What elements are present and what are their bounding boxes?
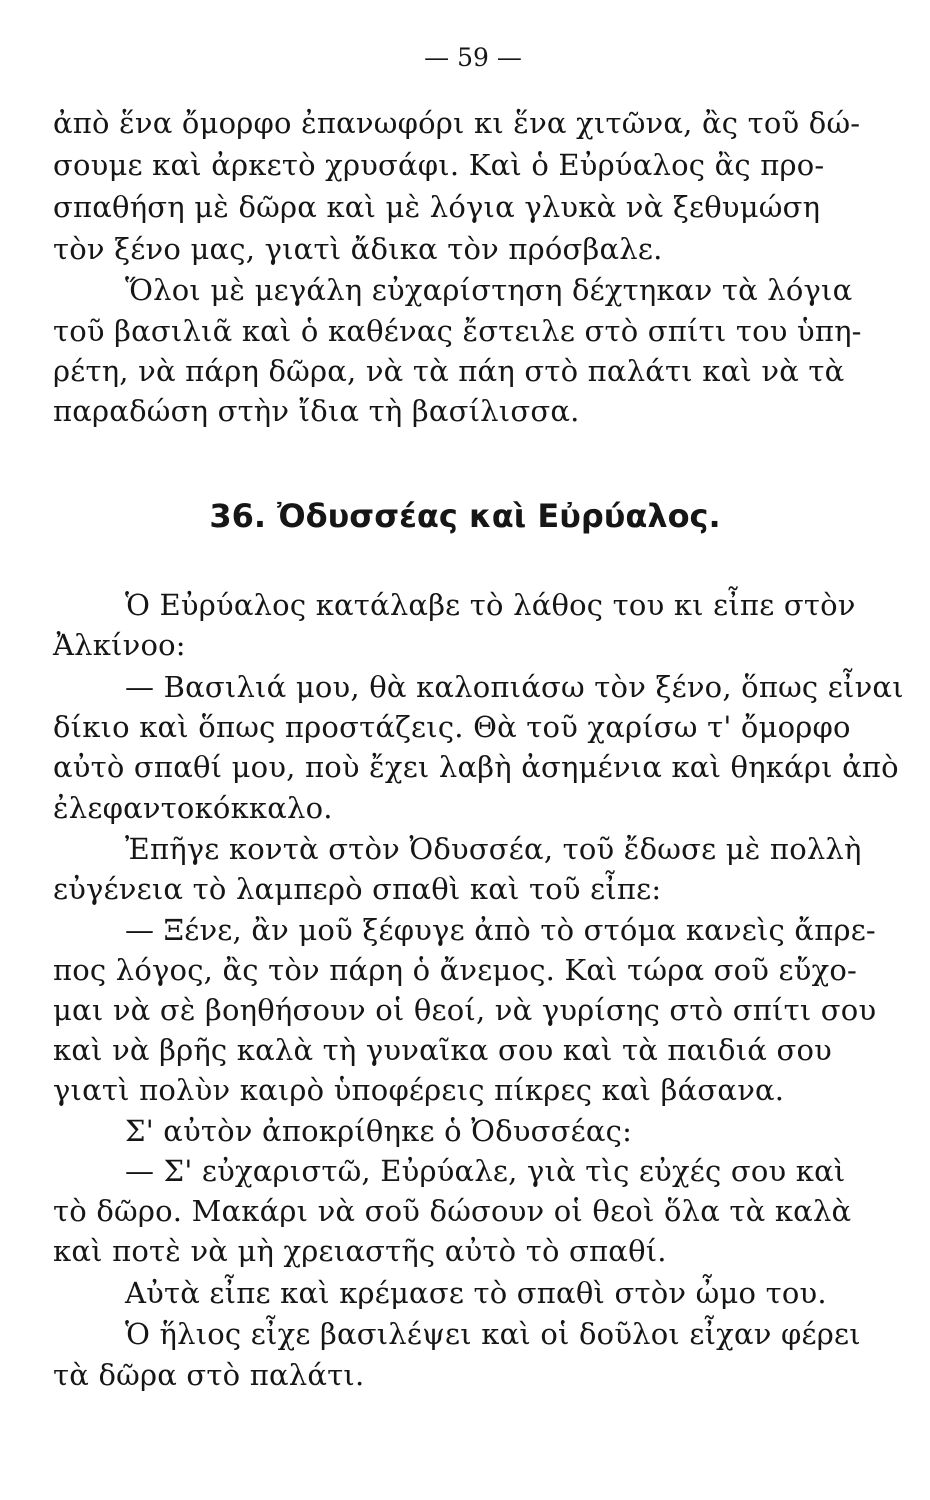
text-line: Ὁ ἥλιος εἶχε βασιλέψει καὶ οἱ δοῦλοι εἶχαν φέρει <box>125 1317 861 1351</box>
text-line: γιατὶ πολὺν καιρὸ ὑποφέρεις πίκρες καὶ βάσανα. <box>53 1073 785 1107</box>
text-line: Αὐτὰ εἶπε καὶ κρέμασε τὸ σπαθὶ στὸν ὦμο του. <box>125 1276 827 1310</box>
text-line: μαι νὰ σὲ βοηθήσουν οἱ θεοί, νὰ γυρίσης στὸ σπίτι σου <box>53 993 877 1027</box>
text-line: αὐτὸ σπαθί μου, ποὺ ἔχει λαβὴ ἀσημένια καὶ θηκάρι ἀπὸ <box>53 750 899 784</box>
text-line: εὐγένεια τὸ λαμπερὸ σπαθὶ καὶ τοῦ εἶπε: <box>53 872 662 906</box>
text-line: τὸν ξένο μας, γιατὶ ἄδικα τὸν πρόσβαλε. <box>53 232 663 266</box>
text-line: Ἐπῆγε κοντὰ στὸν Ὀδυσσέα, τοῦ ἔδωσε μὲ πολλὴ <box>125 832 862 866</box>
text-line: τὸ δῶρο. Μακάρι νὰ σοῦ δώσουν οἱ θεοὶ ὅλα τὰ καλὰ <box>53 1194 852 1228</box>
text-line: Σ' αὐτὸν ἀποκρίθηκε ὁ Ὀδυσσέας: <box>125 1114 633 1148</box>
text-line: Ἀλκίνοο: <box>53 628 186 662</box>
text-line: καὶ νὰ βρῆς καλὰ τὴ γυναῖκα σου καὶ τὰ παιδιά σου <box>53 1033 832 1067</box>
text-line: τοῦ βασιλιᾶ καὶ ὁ καθένας ἔστειλε στὸ σπίτι του ὑπη- <box>53 314 862 348</box>
text-line: Ὁ Εὐρύαλος κατάλαβε τὸ λάθος του κι εἶπε στὸν <box>125 588 856 622</box>
text-line: ἐλεφαντοκόκκαλο. <box>53 791 333 825</box>
text-line: ἀπὸ ἕνα ὄμορφο ἐπανωφόρι κι ἕνα χιτῶνα, ἂς τοῦ δώ- <box>53 106 861 140</box>
text-line: — Βασιλιά μου, θὰ καλοπιάσω τὸν ξένο, ὅπως εἶναι <box>125 670 904 704</box>
section-title: 36. Ὀδυσσέας καὶ Εὐρύαλος. <box>209 497 721 535</box>
text-line: Ὅλοι μὲ μεγάλη εὐχαρίστηση δέχτηκαν τὰ λόγια <box>125 273 853 307</box>
text-line: — Σ' εὐχαριστῶ, Εὐρύαλε, γιὰ τὶς εὐχές σου καὶ <box>125 1154 846 1188</box>
text-line: σπαθήση μὲ δῶρα καὶ μὲ λόγια γλυκὰ νὰ ξεθυμώση <box>53 190 821 224</box>
text-line: τὰ δῶρα στὸ παλάτι. <box>53 1358 365 1392</box>
text-line: δίκιο καὶ ὅπως προστάζεις. Θὰ τοῦ χαρίσω τ' ὄμορφο <box>53 710 851 744</box>
text-line: ρέτη, νὰ πάρη δῶρα, νὰ τὰ πάη στὸ παλάτι καὶ νὰ τὰ <box>53 354 845 388</box>
text-line: καὶ ποτὲ νὰ μὴ χρειαστῆς αὐτὸ τὸ σπαθί. <box>53 1234 667 1268</box>
page-number: — 59 — <box>424 43 522 72</box>
text-line: — Ξένε, ἂν μοῦ ξέφυγε ἀπὸ τὸ στόμα κανεὶς ἄπρε- <box>125 913 876 947</box>
text-line: σουμε καὶ ἀρκετὸ χρυσάφι. Καὶ ὁ Εὐρύαλος ἂς προ- <box>53 148 825 182</box>
text-line: πος λόγος, ἂς τὸν πάρη ὁ ἄνεμος. Καὶ τώρα σοῦ εὔχο- <box>53 953 858 987</box>
text-line: παραδώση στὴν ἴδια τὴ βασίλισσα. <box>53 394 580 428</box>
